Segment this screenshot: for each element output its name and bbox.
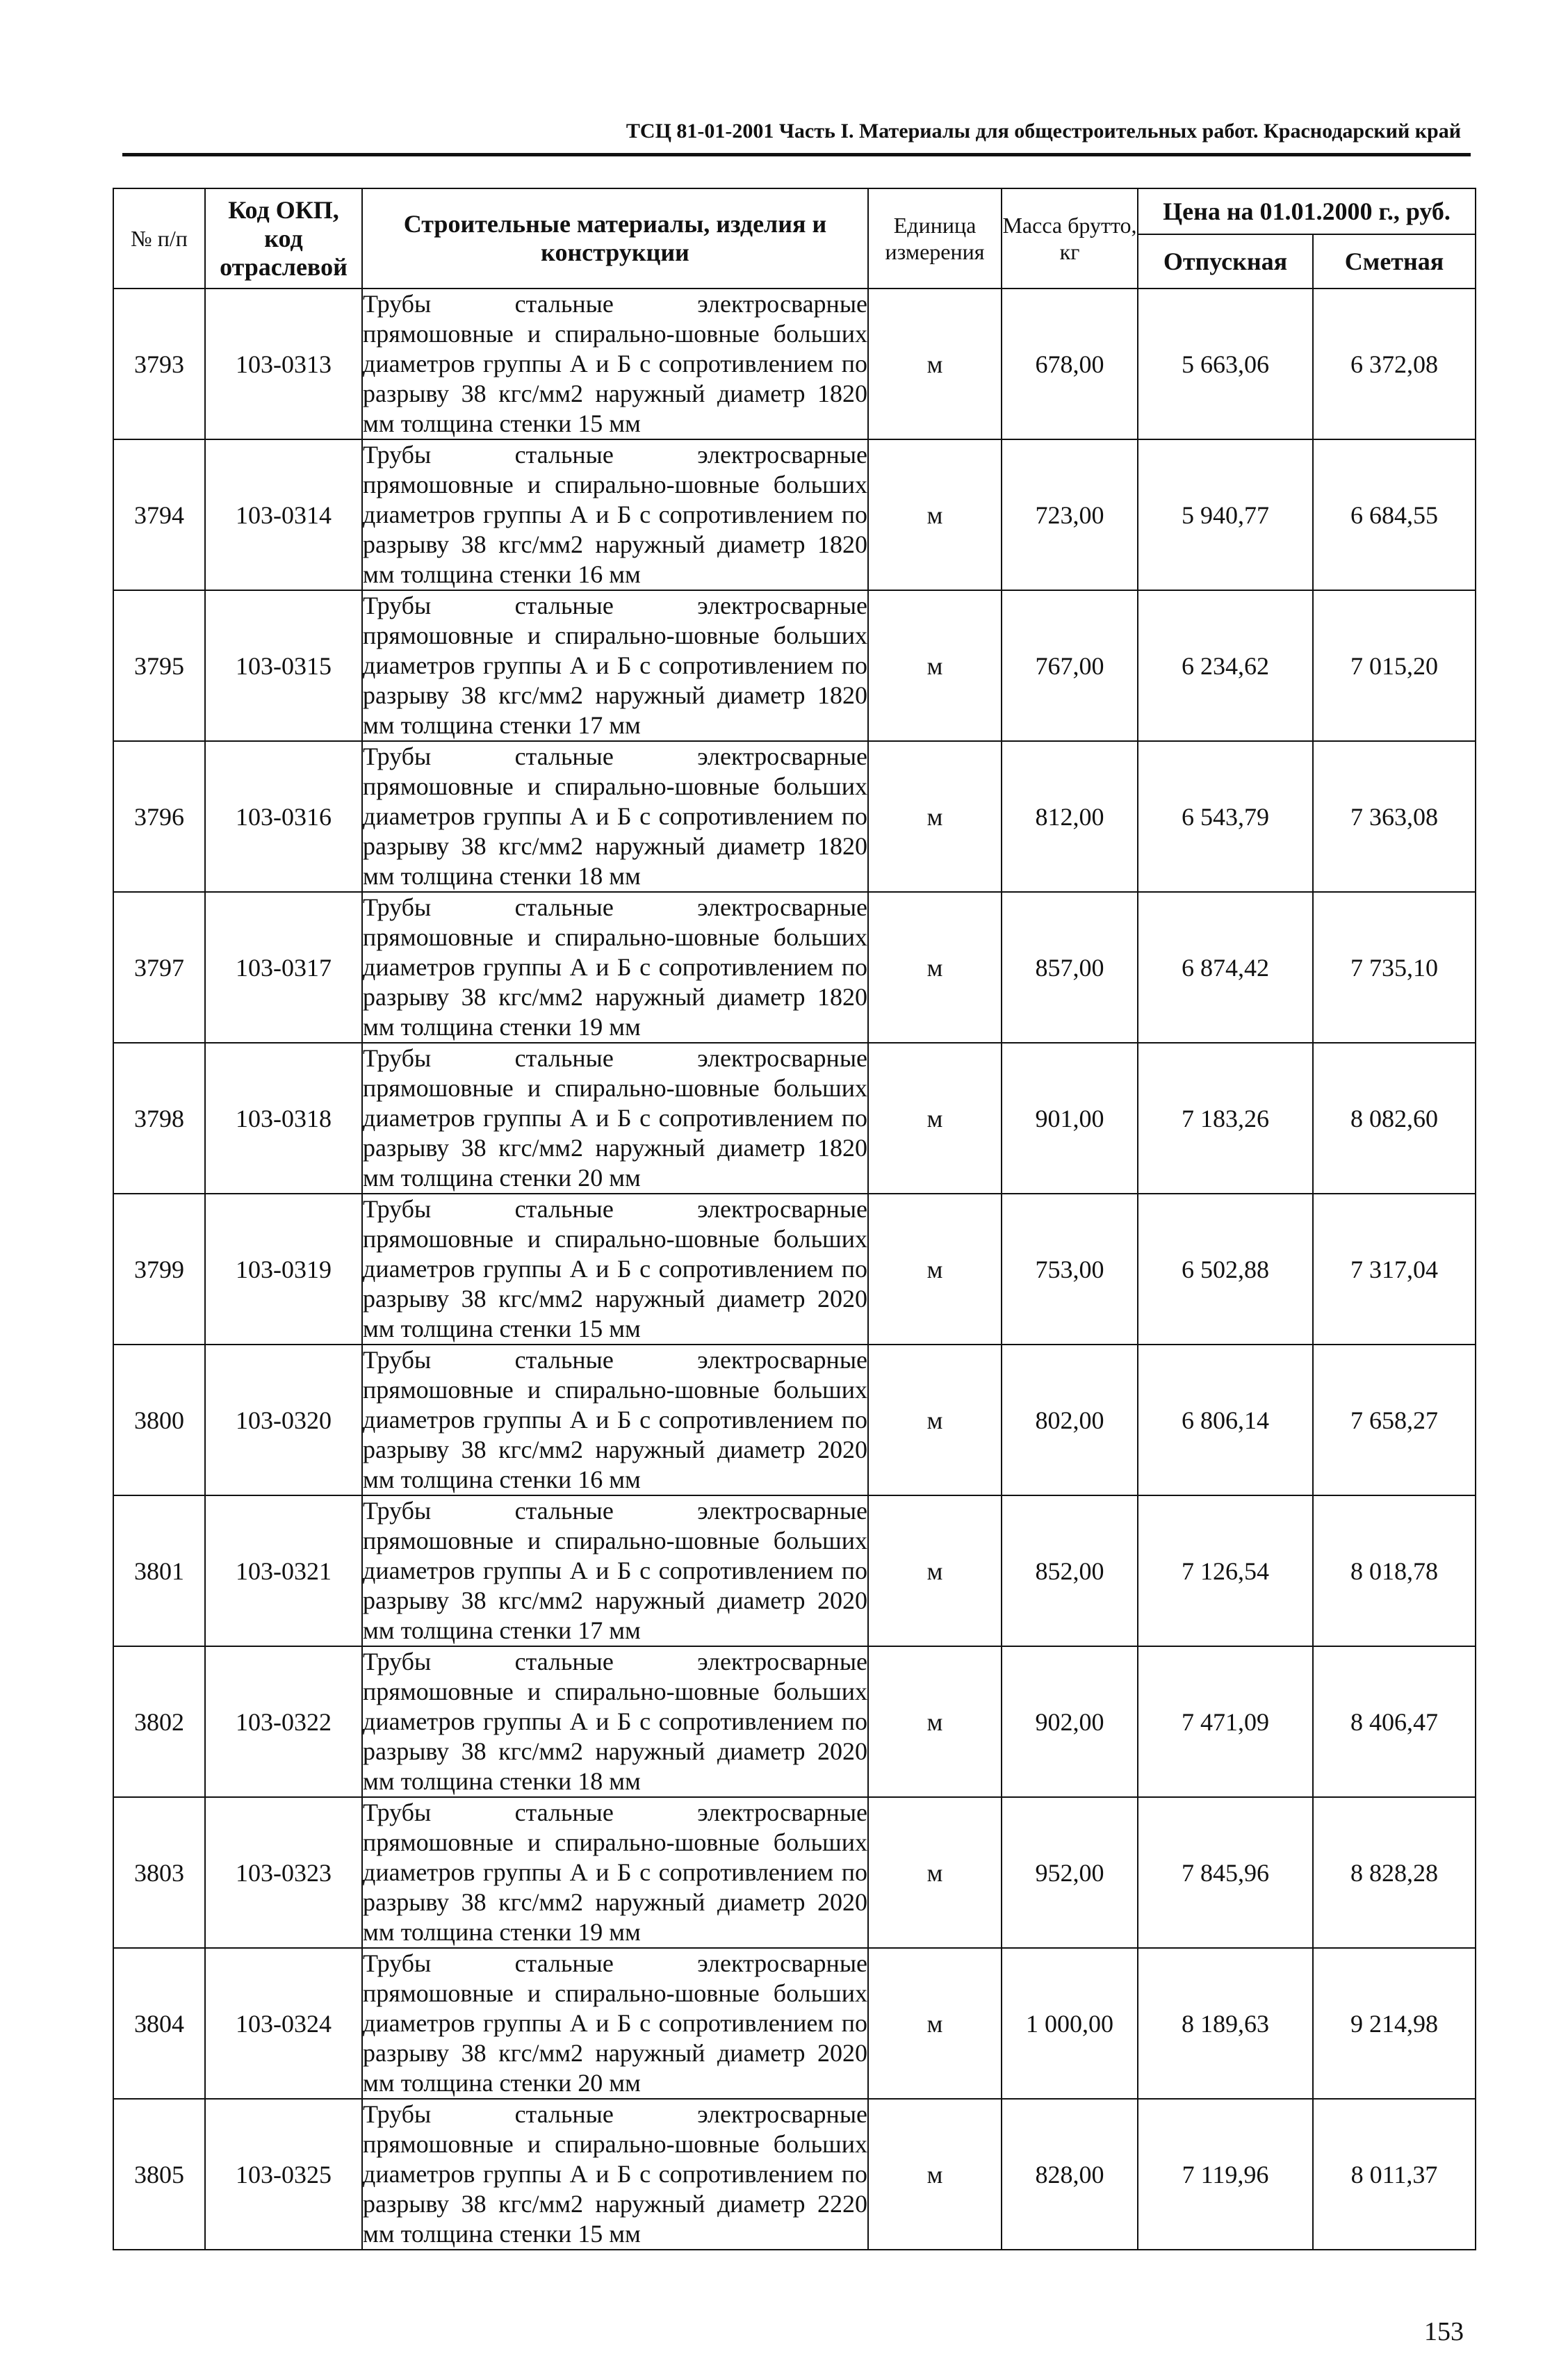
cell-mass: 1 000,00	[1002, 1948, 1138, 2099]
header-rule	[122, 153, 1471, 156]
col-header-name: Строительные материалы, изделия и конструкции	[362, 188, 868, 289]
cell-description: Трубы стальные электросварные прямошовные и спирально-шовные больших диаметров группы А и Б с сопротивлением по разрыву 38 кгс/мм2 наружный диаметр 2020 мм толщина стенки 20 мм	[362, 1948, 868, 2099]
cell-description: Трубы стальные электросварные прямошовные и спирально-шовные больших диаметров группы А и Б с сопротивлением по разрыву 38 кгс/мм2 наружный диаметр 2020 мм толщина стенки 18 мм	[362, 1646, 868, 1797]
cell-num: 3794	[113, 439, 205, 590]
cell-num: 3796	[113, 741, 205, 892]
cell-code: 103-0317	[205, 892, 362, 1043]
cell-code: 103-0323	[205, 1797, 362, 1948]
col-header-code: Код ОКП, код отраслевой	[205, 188, 362, 289]
page-number: 153	[1424, 2317, 1464, 2346]
cell-price-release: 7 126,54	[1138, 1495, 1313, 1646]
cell-price-release: 7 471,09	[1138, 1646, 1313, 1797]
table-row	[113, 1043, 1476, 1194]
cell-code: 103-0320	[205, 1345, 362, 1495]
cell-mass: 902,00	[1002, 1646, 1138, 1797]
table-row	[113, 1797, 1476, 1948]
table-row	[113, 1948, 1476, 2099]
cell-code: 103-0321	[205, 1495, 362, 1646]
col-header-num: № п/п	[113, 188, 205, 289]
table-header-row	[113, 188, 1476, 234]
cell-code: 103-0322	[205, 1646, 362, 1797]
cell-code: 103-0314	[205, 439, 362, 590]
cell-unit: м	[868, 439, 1002, 590]
cell-mass: 753,00	[1002, 1194, 1138, 1345]
cell-price-release: 7 119,96	[1138, 2099, 1313, 2250]
cell-mass: 857,00	[1002, 892, 1138, 1043]
cell-description: Трубы стальные электросварные прямошовные и спирально-шовные больших диаметров группы А и Б с сопротивлением по разрыву 38 кгс/мм2 наружный диаметр 1820 мм толщина стенки 20 мм	[362, 1043, 868, 1194]
cell-unit: м	[868, 1646, 1002, 1797]
cell-price-release: 6 543,79	[1138, 741, 1313, 892]
cell-description: Трубы стальные электросварные прямошовные и спирально-шовные больших диаметров группы А и Б с сопротивлением по разрыву 38 кгс/мм2 наружный диаметр 1820 мм толщина стенки 15 мм	[362, 289, 868, 439]
table-row	[113, 2099, 1476, 2250]
cell-code: 103-0324	[205, 1948, 362, 2099]
cell-num: 3804	[113, 1948, 205, 2099]
col-header-price-estimate: Сметная	[1313, 234, 1476, 289]
cell-unit: м	[868, 1495, 1002, 1646]
cell-price-estimate: 8 018,78	[1313, 1495, 1476, 1646]
cell-description: Трубы стальные электросварные прямошовные и спирально-шовные больших диаметров группы А и Б с сопротивлением по разрыву 38 кгс/мм2 наружный диаметр 1820 мм толщина стенки 16 мм	[362, 439, 868, 590]
cell-num: 3803	[113, 1797, 205, 1948]
cell-unit: м	[868, 1797, 1002, 1948]
materials-price-table	[113, 188, 1476, 2250]
table-row	[113, 590, 1476, 741]
cell-num: 3802	[113, 1646, 205, 1797]
table-row	[113, 1495, 1476, 1646]
cell-num: 3799	[113, 1194, 205, 1345]
cell-num: 3805	[113, 2099, 205, 2250]
cell-price-estimate: 8 406,47	[1313, 1646, 1476, 1797]
cell-price-estimate: 7 658,27	[1313, 1345, 1476, 1495]
cell-description: Трубы стальные электросварные прямошовные и спирально-шовные больших диаметров группы А и Б с сопротивлением по разрыву 38 кгс/мм2 наружный диаметр 2020 мм толщина стенки 17 мм	[362, 1495, 868, 1646]
cell-description: Трубы стальные электросварные прямошовные и спирально-шовные больших диаметров группы А и Б с сопротивлением по разрыву 38 кгс/мм2 наружный диаметр 1820 мм толщина стенки 18 мм	[362, 741, 868, 892]
cell-description: Трубы стальные электросварные прямошовные и спирально-шовные больших диаметров группы А и Б с сопротивлением по разрыву 38 кгс/мм2 наружный диаметр 1820 мм толщина стенки 19 мм	[362, 892, 868, 1043]
cell-mass: 952,00	[1002, 1797, 1138, 1948]
cell-mass: 852,00	[1002, 1495, 1138, 1646]
cell-description: Трубы стальные электросварные прямошовные и спирально-шовные больших диаметров группы А и Б с сопротивлением по разрыву 38 кгс/мм2 наружный диаметр 2220 мм толщина стенки 15 мм	[362, 2099, 868, 2250]
cell-price-release: 7 845,96	[1138, 1797, 1313, 1948]
cell-unit: м	[868, 2099, 1002, 2250]
cell-price-estimate: 8 011,37	[1313, 2099, 1476, 2250]
table-body	[113, 289, 1476, 2250]
cell-num: 3797	[113, 892, 205, 1043]
cell-num: 3801	[113, 1495, 205, 1646]
cell-num: 3793	[113, 289, 205, 439]
col-header-unit: Единица измерения	[868, 188, 1002, 289]
cell-price-release: 6 234,62	[1138, 590, 1313, 741]
cell-mass: 723,00	[1002, 439, 1138, 590]
cell-price-release: 8 189,63	[1138, 1948, 1313, 2099]
cell-unit: м	[868, 1043, 1002, 1194]
cell-price-estimate: 7 363,08	[1313, 741, 1476, 892]
cell-description: Трубы стальные электросварные прямошовные и спирально-шовные больших диаметров группы А и Б с сопротивлением по разрыву 38 кгс/мм2 наружный диаметр 2020 мм толщина стенки 19 мм	[362, 1797, 868, 1948]
cell-price-release: 5 663,06	[1138, 289, 1313, 439]
cell-unit: м	[868, 289, 1002, 439]
cell-price-release: 6 806,14	[1138, 1345, 1313, 1495]
cell-price-estimate: 7 735,10	[1313, 892, 1476, 1043]
cell-price-release: 7 183,26	[1138, 1043, 1313, 1194]
cell-price-estimate: 8 828,28	[1313, 1797, 1476, 1948]
cell-price-estimate: 7 317,04	[1313, 1194, 1476, 1345]
cell-price-release: 5 940,77	[1138, 439, 1313, 590]
cell-mass: 767,00	[1002, 590, 1138, 741]
cell-price-release: 6 874,42	[1138, 892, 1313, 1043]
cell-description: Трубы стальные электросварные прямошовные и спирально-шовные больших диаметров группы А и Б с сопротивлением по разрыву 38 кгс/мм2 наружный диаметр 1820 мм толщина стенки 17 мм	[362, 590, 868, 741]
cell-num: 3795	[113, 590, 205, 741]
col-header-mass: Масса брутто, кг	[1002, 188, 1138, 289]
cell-description: Трубы стальные электросварные прямошовные и спирально-шовные больших диаметров группы А и Б с сопротивлением по разрыву 38 кгс/мм2 наружный диаметр 2020 мм толщина стенки 16 мм	[362, 1345, 868, 1495]
cell-code: 103-0325	[205, 2099, 362, 2250]
cell-mass: 802,00	[1002, 1345, 1138, 1495]
cell-code: 103-0319	[205, 1194, 362, 1345]
table-row	[113, 439, 1476, 590]
cell-price-release: 6 502,88	[1138, 1194, 1313, 1345]
cell-mass: 828,00	[1002, 2099, 1138, 2250]
cell-unit: м	[868, 590, 1002, 741]
table-row	[113, 892, 1476, 1043]
cell-price-estimate: 6 372,08	[1313, 289, 1476, 439]
page-header-title: ТСЦ 81-01-2001 Часть I. Материалы для общестроительных работ. Краснодарский край	[626, 120, 1461, 143]
table-row	[113, 1646, 1476, 1797]
cell-code: 103-0313	[205, 289, 362, 439]
cell-unit: м	[868, 892, 1002, 1043]
cell-code: 103-0318	[205, 1043, 362, 1194]
cell-unit: м	[868, 1948, 1002, 2099]
cell-num: 3800	[113, 1345, 205, 1495]
cell-price-estimate: 9 214,98	[1313, 1948, 1476, 2099]
col-header-price-release: Отпускная	[1138, 234, 1313, 289]
table-row	[113, 1194, 1476, 1345]
cell-mass: 678,00	[1002, 289, 1138, 439]
cell-unit: м	[868, 1194, 1002, 1345]
table-row	[113, 741, 1476, 892]
cell-mass: 901,00	[1002, 1043, 1138, 1194]
cell-num: 3798	[113, 1043, 205, 1194]
cell-unit: м	[868, 741, 1002, 892]
cell-unit: м	[868, 1345, 1002, 1495]
cell-mass: 812,00	[1002, 741, 1138, 892]
cell-description: Трубы стальные электросварные прямошовные и спирально-шовные больших диаметров группы А и Б с сопротивлением по разрыву 38 кгс/мм2 наружный диаметр 2020 мм толщина стенки 15 мм	[362, 1194, 868, 1345]
table-row	[113, 289, 1476, 439]
cell-price-estimate: 6 684,55	[1313, 439, 1476, 590]
cell-price-estimate: 8 082,60	[1313, 1043, 1476, 1194]
cell-price-estimate: 7 015,20	[1313, 590, 1476, 741]
cell-code: 103-0316	[205, 741, 362, 892]
cell-code: 103-0315	[205, 590, 362, 741]
table-row	[113, 1345, 1476, 1495]
col-header-price-group: Цена на 01.01.2000 г., руб.	[1138, 188, 1476, 234]
